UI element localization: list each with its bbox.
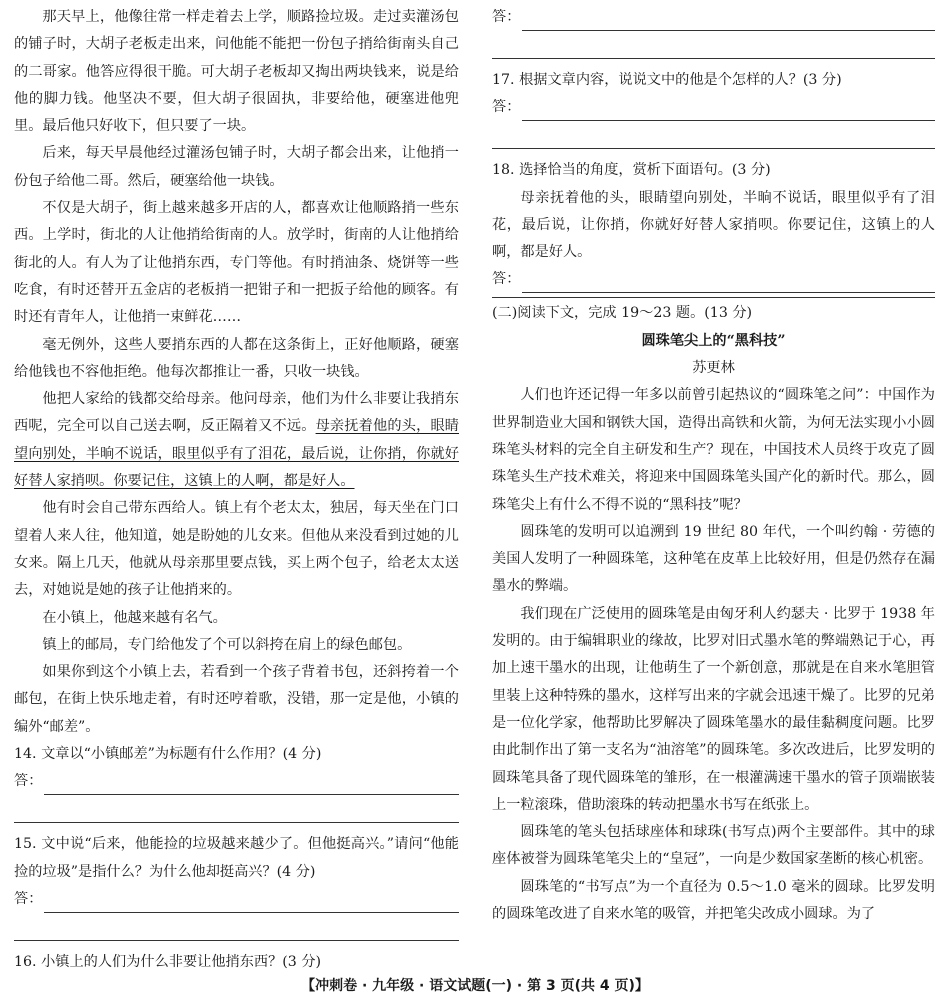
answer-line — [522, 102, 935, 121]
question-17: 17. 根据文章内容，说说文中的他是个怎样的人？(3 分) — [492, 72, 842, 88]
question-14: 14. 文章以“小镇邮差”为标题有什么作用？(4 分) — [14, 746, 322, 763]
paragraph-8: 镇上的邮局，专门给他发了个可以斜挎在肩上的绿色邮包。 — [42, 636, 412, 653]
answer-line[interactable] — [14, 795, 459, 823]
answer-line — [44, 776, 459, 795]
answer-line — [522, 12, 935, 31]
underlined-sentence: 母亲抚着他的头，眼睛望向别处，半晌不说话，眼里似乎有了泪花，最后说，让你捎，你就好好替人家捎呗。你要记住，这镇上的人啊，都是好人。 — [14, 418, 459, 490]
paragraph-5-text: 他把人家给的钱都交给母亲。他问母亲，他们为什么非要让我捎东西呢，完全可以自己送去啊，反正隔着又不远。 — [14, 391, 459, 435]
answer-label: 答： — [492, 8, 521, 25]
article-author: 苏更林 — [692, 360, 735, 377]
paragraph-3: 不仅是大胡子，街上越来越多开店的人，都喜欢让他顺路捎一些东西。上学时，街北的人让他捎给街南的人。放学时，街南的人让他捎给街北的人。有人为了让他捎东西，专门等他。有时捎油条、烧饼等一些吃食，有时还替开五金店的老板捎一把钳子和一把扳子给他的顾客。有时还有青年人，让他捎一束鲜花…… — [14, 200, 459, 326]
answer-15[interactable] — [14, 886, 459, 913]
page-footer: 【冲刺卷 · 九年级 · 语文试题(一) · 第 3 页(共 4 页)】 — [301, 978, 649, 994]
section-2-heading: (二)阅读下文，完成 19～23 题。(13 分) — [492, 305, 753, 322]
answer-14[interactable] — [14, 768, 459, 795]
answer-line[interactable] — [492, 121, 935, 149]
question-16: 16. 小镇上的人们为什么非要让他捎东西？(3 分) — [14, 953, 322, 970]
question-18: 18. 选择恰当的角度，赏析下面语句。(3 分) — [492, 162, 771, 179]
answer-label: 答： — [14, 773, 43, 790]
paragraph-6: 他有时会自己带东西给人。镇上有个老太太，独居，每天坐在门口望着人来人往，他知道，她是盼她的儿女来。但他从来没看到过她的儿女来。隔上几天，他就从母亲那里要点钱，买上两个包子，给老太太送去，对她说是她的孩子让他捎来的。 — [14, 500, 459, 599]
question-15: 15. 文中说“后来，他能捡的垃圾越来越少了。但他挺高兴。”请问“他能捡的垃圾”是指什么？为什么他却挺高兴？(4 分) — [14, 836, 459, 880]
answer-line — [44, 894, 459, 913]
question-18-quote: 母亲抚着他的头，眼睛望向别处，半晌不说话，眼里似乎有了泪花，最后说，让你捎，你就好好替人家捎呗。你要记住，这镇上的人啊，都是好人。 — [492, 189, 935, 261]
answer-line[interactable] — [492, 31, 935, 59]
answer-line[interactable] — [14, 913, 459, 941]
article-paragraph-4: 圆珠笔的笔头包括球座体和球珠(书写点)两个主要部件。其中的球座体被誉为圆珠笔笔尖上的“皇冠”，一向是少数国家垄断的核心机密。 — [492, 824, 935, 868]
article-title: 圆珠笔尖上的“黑科技” — [641, 332, 786, 349]
article-paragraph-5: 圆珠笔的“书写点”为一个直径为 0.5～1.0 毫米的圆球。比罗发明的圆珠笔改进了自来水笔的吸管，并把笔尖改成小圆球。为了 — [492, 878, 935, 923]
paragraph-9: 如果你到这个小镇上去，若看到一个孩子背着书包，还斜挎着一个邮包，在街上快乐地走着，有时还哼着歌，没错，那一定是他，小镇的编外“邮差”。 — [14, 664, 459, 735]
paragraph-5 — [14, 386, 459, 495]
right-column — [492, 4, 935, 928]
answer-16[interactable] — [492, 4, 935, 31]
paragraph-1: 那天早上，他像往常一样走着去上学，顺路捡垃圾。走过卖灌汤包的铺子时，大胡子老板走出来，问他能不能把一份包子捎给街南头自己的二哥家。他答应得很干脆。可大胡子老板却又掏出两块钱来，说是给他的脚力钱。他坚决不要，但大胡子很固执，非要给他，硬塞进他兜里。最后他只好收下，但只要了一块。 — [14, 9, 459, 135]
paragraph-4: 毫无例外，这些人要捎东西的人都在这条街上，正好他顺路，硬塞给他钱也不容他拒绝。他每次都推让一番，只收一块钱。 — [14, 336, 459, 380]
answer-label: 答： — [492, 271, 521, 288]
answer-18[interactable] — [492, 266, 935, 293]
paragraph-2: 后来，每天早晨他经过灌汤包铺子时，大胡子都会出来，让他捎一份包子给他二哥。然后，硬塞给他一块钱。 — [14, 145, 459, 189]
answer-17[interactable] — [492, 94, 935, 121]
paragraph-7: 在小镇上，他越来越有名气。 — [42, 609, 227, 626]
article-paragraph-1: 人们也许还记得一年多以前曾引起热议的“圆珠笔之问”：中国作为世界制造业大国和钢铁大国，造得出高铁和火箭，为何无法实现小小圆珠笔头材料的完全自主研发和生产？现在，中国技术人员终于攻克了圆珠笔头生产技术难关，将迎来中国圆珠笔头国产化的新时代。那么，圆珠笔尖上有什么不得不说的“黑科技”呢？ — [492, 387, 935, 513]
section-divider — [492, 297, 935, 327]
answer-label: 答： — [14, 890, 43, 907]
left-column — [14, 4, 459, 976]
article-paragraph-2: 圆珠笔的发明可以追溯到 19 世纪 80 年代，一个叫约翰 · 劳德的美国人发明了一种圆珠笔，这种笔在皮革上比较好用，但是仍然存在漏墨水的弊端。 — [492, 523, 935, 595]
article-paragraph-3: 我们现在广泛使用的圆珠笔是由匈牙利人约瑟夫 · 比罗于 1938 年发明的。由于编辑职业的缘故，比罗对旧式墨水笔的弊端熟记于心，再加上速干墨水的出现，让他萌生了一个新创意，那就是在自来水笔胆管里装上这种特殊的墨水，这样写出来的字就会迅速干燥了。比罗的兄弟是一位化学家，他帮助比罗解决了圆珠笔墨水的最佳黏稠度问题。比罗由此制作出了第一支名为“油溶笔”的圆珠笔。多次改进后，比罗发明的圆珠笔具备了现代圆珠笔的雏形，在一根灌满速干墨水的管子顶端嵌装上一粒滚珠，借助滚珠的转动把墨水书写在纸张上。 — [492, 605, 935, 813]
answer-label: 答： — [492, 99, 521, 115]
answer-line — [522, 274, 935, 293]
